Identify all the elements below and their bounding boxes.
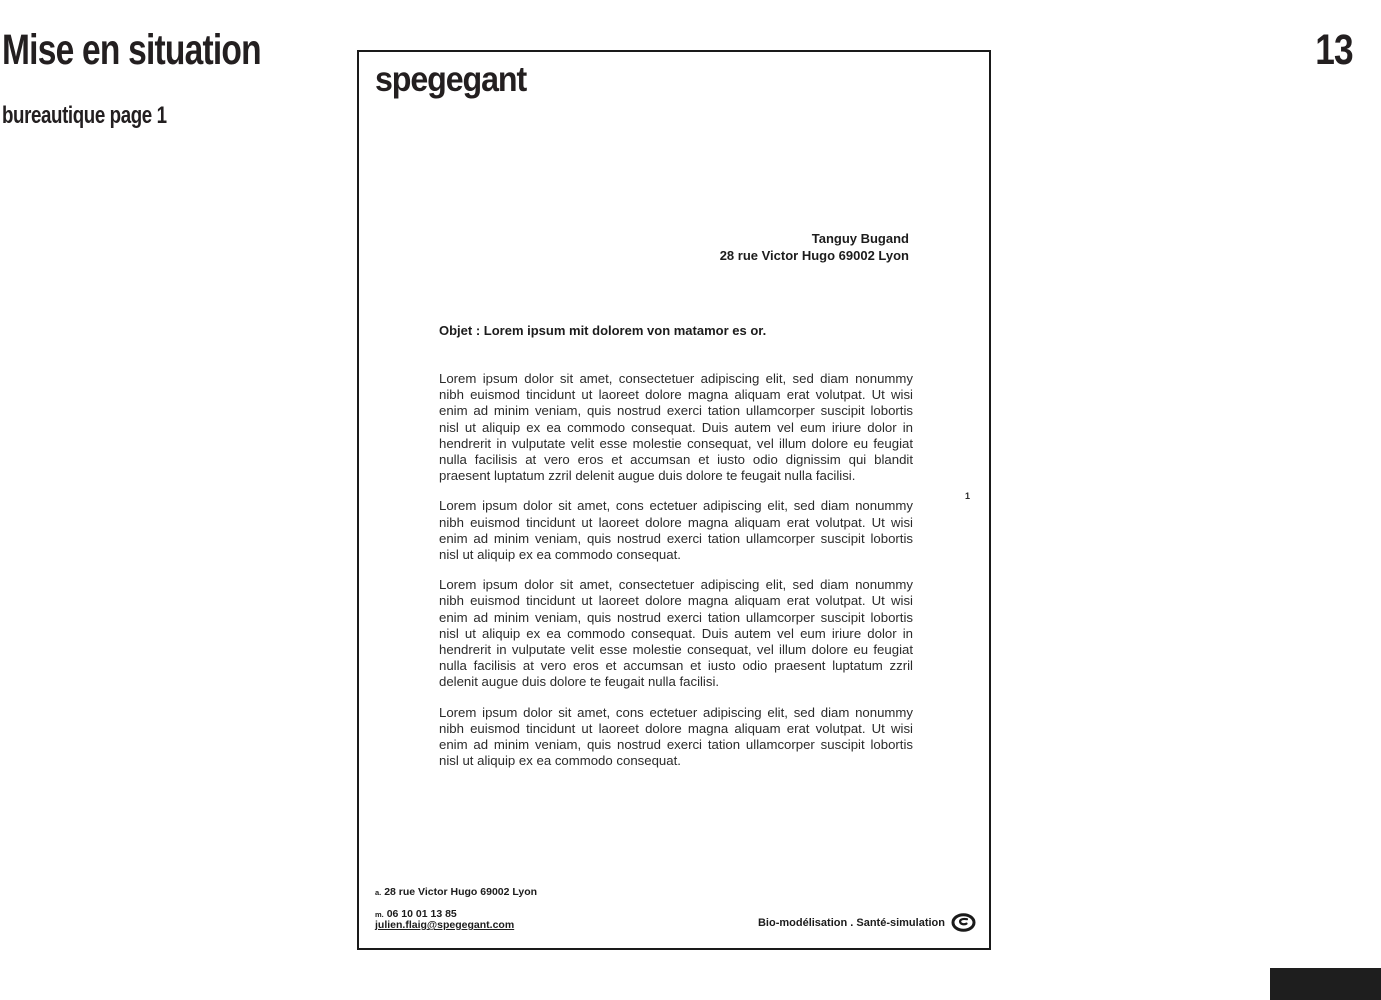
subject-line: Objet : Lorem ipsum mit dolorem von matamor es or.: [439, 323, 767, 338]
company-logo: spegegant: [375, 60, 527, 99]
phone-prefix: m.: [375, 909, 384, 919]
corner-decoration: [1270, 968, 1381, 1000]
recipient-name: Tanguy Bugand: [811, 231, 909, 246]
letter-footer-tagline: [758, 913, 976, 932]
footer-address: 28 rue Victor Hugo 69002 Lyon: [384, 886, 538, 898]
letter-document: [357, 50, 991, 950]
address-prefix: a.: [375, 888, 382, 897]
recipient-block: [720, 231, 909, 264]
letter-body: [439, 323, 913, 783]
spegegant-mark-icon: [951, 913, 976, 932]
letter-paragraph: Lorem ipsum dolor sit amet, consectetuer adipiscing elit, sed diam nonummy nibh euismod tincidunt ut laoreet dolore magna aliquam erat volutpat. Ut wisi enim ad minim veniam, quis nostrud exerci tation ullamcorper suscipit lobortis nisl ut aliquip ex ea commodo consequat. Duis autem vel eum iriure dolor in hendrerit in vulputate velit esse molestie consequat, vel illum dolore eu feugiat nulla facilisis at vero eros et accumsan et iusto odio dignissim qui blandit praesent luptatum zzril delenit augue duis dolore te feugait nulla facilisi.: [439, 371, 913, 484]
page-number: 13: [1315, 26, 1353, 74]
footer-phone: 06 10 01 13 85: [386, 907, 457, 920]
footer-address-line: [375, 887, 537, 899]
letter-paragraph: Lorem ipsum dolor sit amet, cons ectetuer adipiscing elit, sed diam nonummy nibh euismod tincidunt ut laoreet dolore magna aliquam erat volutpat. Ut wisi enim ad minim veniam, quis nostrud exerci tation ullamcorper suscipit lobortis nisl ut aliquip ex ea commodo consequat.: [439, 498, 913, 563]
letter-footer-contact: [375, 887, 537, 932]
footer-email-link[interactable]: julien.flaig@spegegant.com: [375, 919, 515, 931]
letter-paragraph: Lorem ipsum dolor sit amet, cons ectetuer adipiscing elit, sed diam nonummy nibh euismod tincidunt ut laoreet dolore magna aliquam erat volutpat. Ut wisi enim ad minim veniam, quis nostrud exerci tation ullamcorper suscipit lobortis nisl ut aliquip ex ea commodo consequat.: [439, 704, 913, 769]
recipient-address: 28 rue Victor Hugo 69002 Lyon: [719, 247, 909, 263]
page-subtitle: bureautique page 1: [2, 102, 167, 129]
letter-page-number: 1: [964, 491, 970, 501]
page-title: Mise en situation: [2, 26, 261, 74]
letter-paragraph: Lorem ipsum dolor sit amet, consectetuer adipiscing elit, sed diam nonummy nibh euismod tincidunt ut laoreet dolore magna aliquam erat volutpat. Ut wisi enim ad minim veniam, quis nostrud exerci tation ullamcorper suscipit lobortis nisl ut aliquip ex ea commodo consequat. Duis autem vel eum iriure dolor in hendrerit in vulputate velit esse molestie consequat, vel illum dolore eu feugiat nulla facilisis at vero eros et accumsan et iusto odio praesent luptatum zzril delenit augue duis dolore te feugait nulla facilisi.: [439, 577, 913, 690]
tagline-text: Bio-modélisation . Santé-simulation: [757, 916, 945, 929]
